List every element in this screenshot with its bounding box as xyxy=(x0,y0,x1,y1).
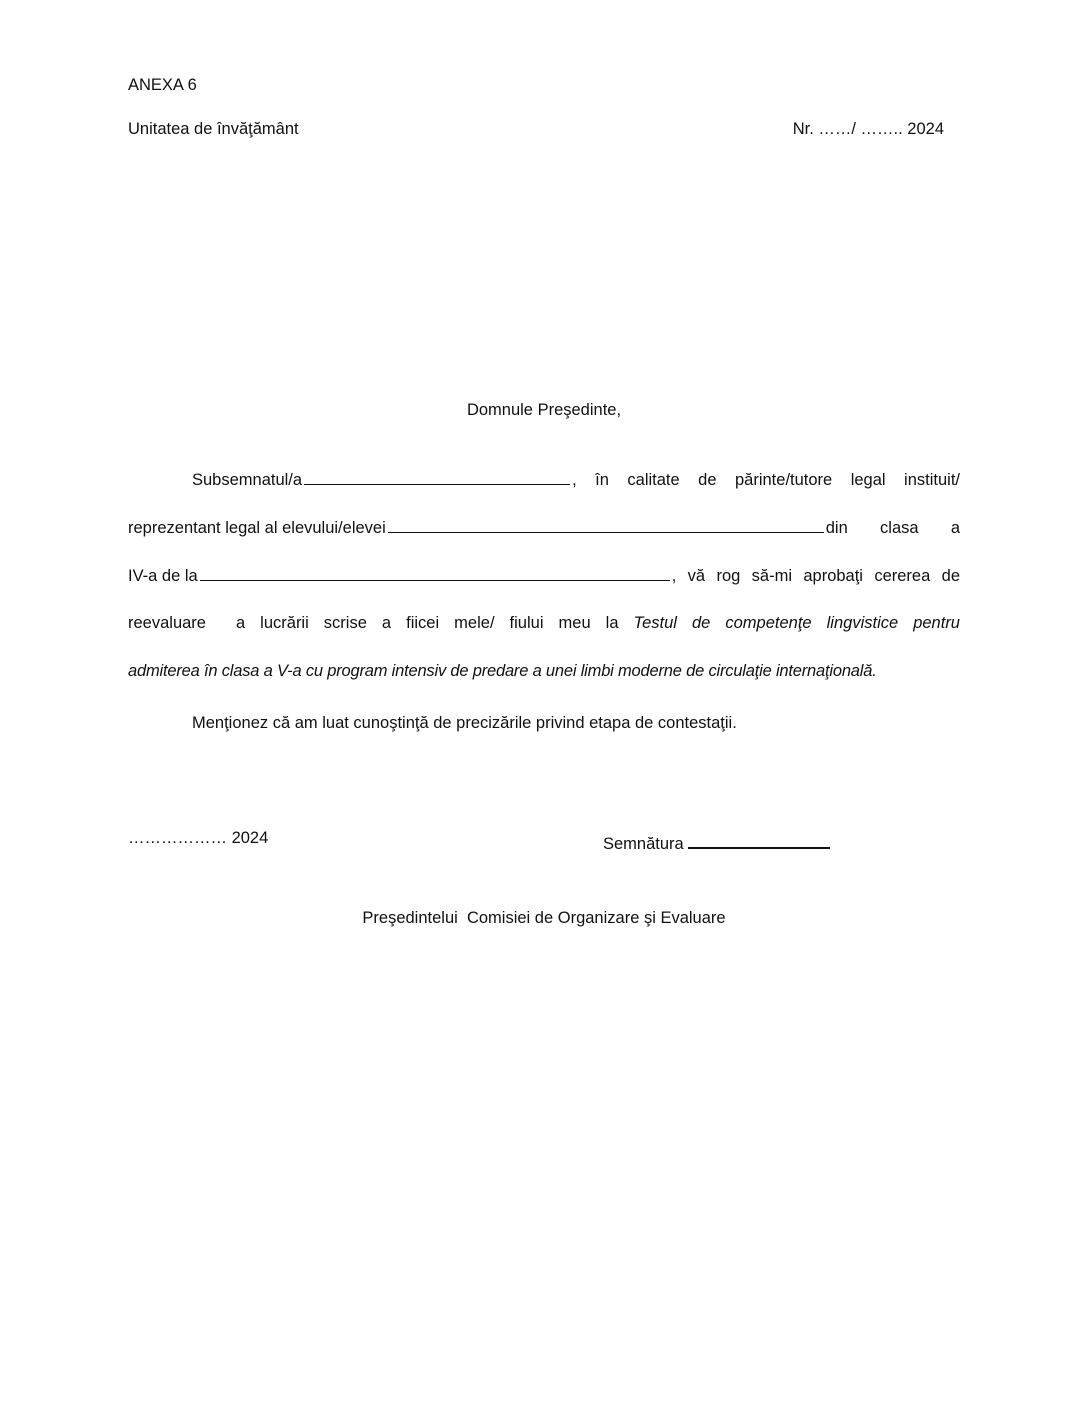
line3-start: IV-a de la xyxy=(128,567,198,585)
line4-rest: a lucrării scrise a fiicei mele/ fiului meu la Testul de competenţe lingvistice pentru xyxy=(235,614,960,632)
body-line-5 xyxy=(128,658,960,684)
line4-reevaluation: reevaluare xyxy=(128,614,206,632)
test-name-part1: Testul de competenţe lingvistice pentru xyxy=(633,614,960,632)
annex-label: ANEXA 6 xyxy=(128,76,197,94)
student-name-field[interactable] xyxy=(388,514,824,533)
parent-name-field[interactable] xyxy=(304,466,570,485)
line3-end: , vă rog să-mi aprobaţi cererea de xyxy=(671,567,960,585)
school-name-field[interactable] xyxy=(200,562,670,581)
body-line-2 xyxy=(128,514,960,540)
line2-end: din clasa a xyxy=(825,519,960,537)
acknowledgement: Menţionez că am luat cunoştinţă de precizările privind etapa de contestaţii. xyxy=(192,714,737,732)
body-line-6 xyxy=(192,710,960,736)
signature-label: Semnătura xyxy=(603,835,684,853)
registration-number: Nr. ……/ …….. 2024 xyxy=(792,120,944,138)
body-line-1 xyxy=(192,466,960,492)
body-line-4 xyxy=(128,610,960,636)
line2-start: reprezentant legal al elevului/elevei xyxy=(128,519,386,537)
school-label: Unitatea de învăţământ xyxy=(128,120,299,138)
addressee: Preşedintelui Comisiei de Organizare şi Evaluare xyxy=(362,909,726,927)
body-line-3 xyxy=(128,562,960,588)
line1-end: , în calitate de părinte/tutore legal instituit/ xyxy=(572,471,960,489)
signature-block xyxy=(603,829,830,854)
signature-field[interactable] xyxy=(688,829,830,849)
test-name-part2: admiterea în clasa a V-a cu program intensiv de predare a unei limbi moderne de circulaţie internaţională. xyxy=(128,662,877,680)
line1-start: Subsemnatul/a xyxy=(192,471,303,489)
date-field[interactable]: ……………… 2024 xyxy=(128,829,269,847)
salutation: Domnule Preşedinte, xyxy=(466,401,622,419)
